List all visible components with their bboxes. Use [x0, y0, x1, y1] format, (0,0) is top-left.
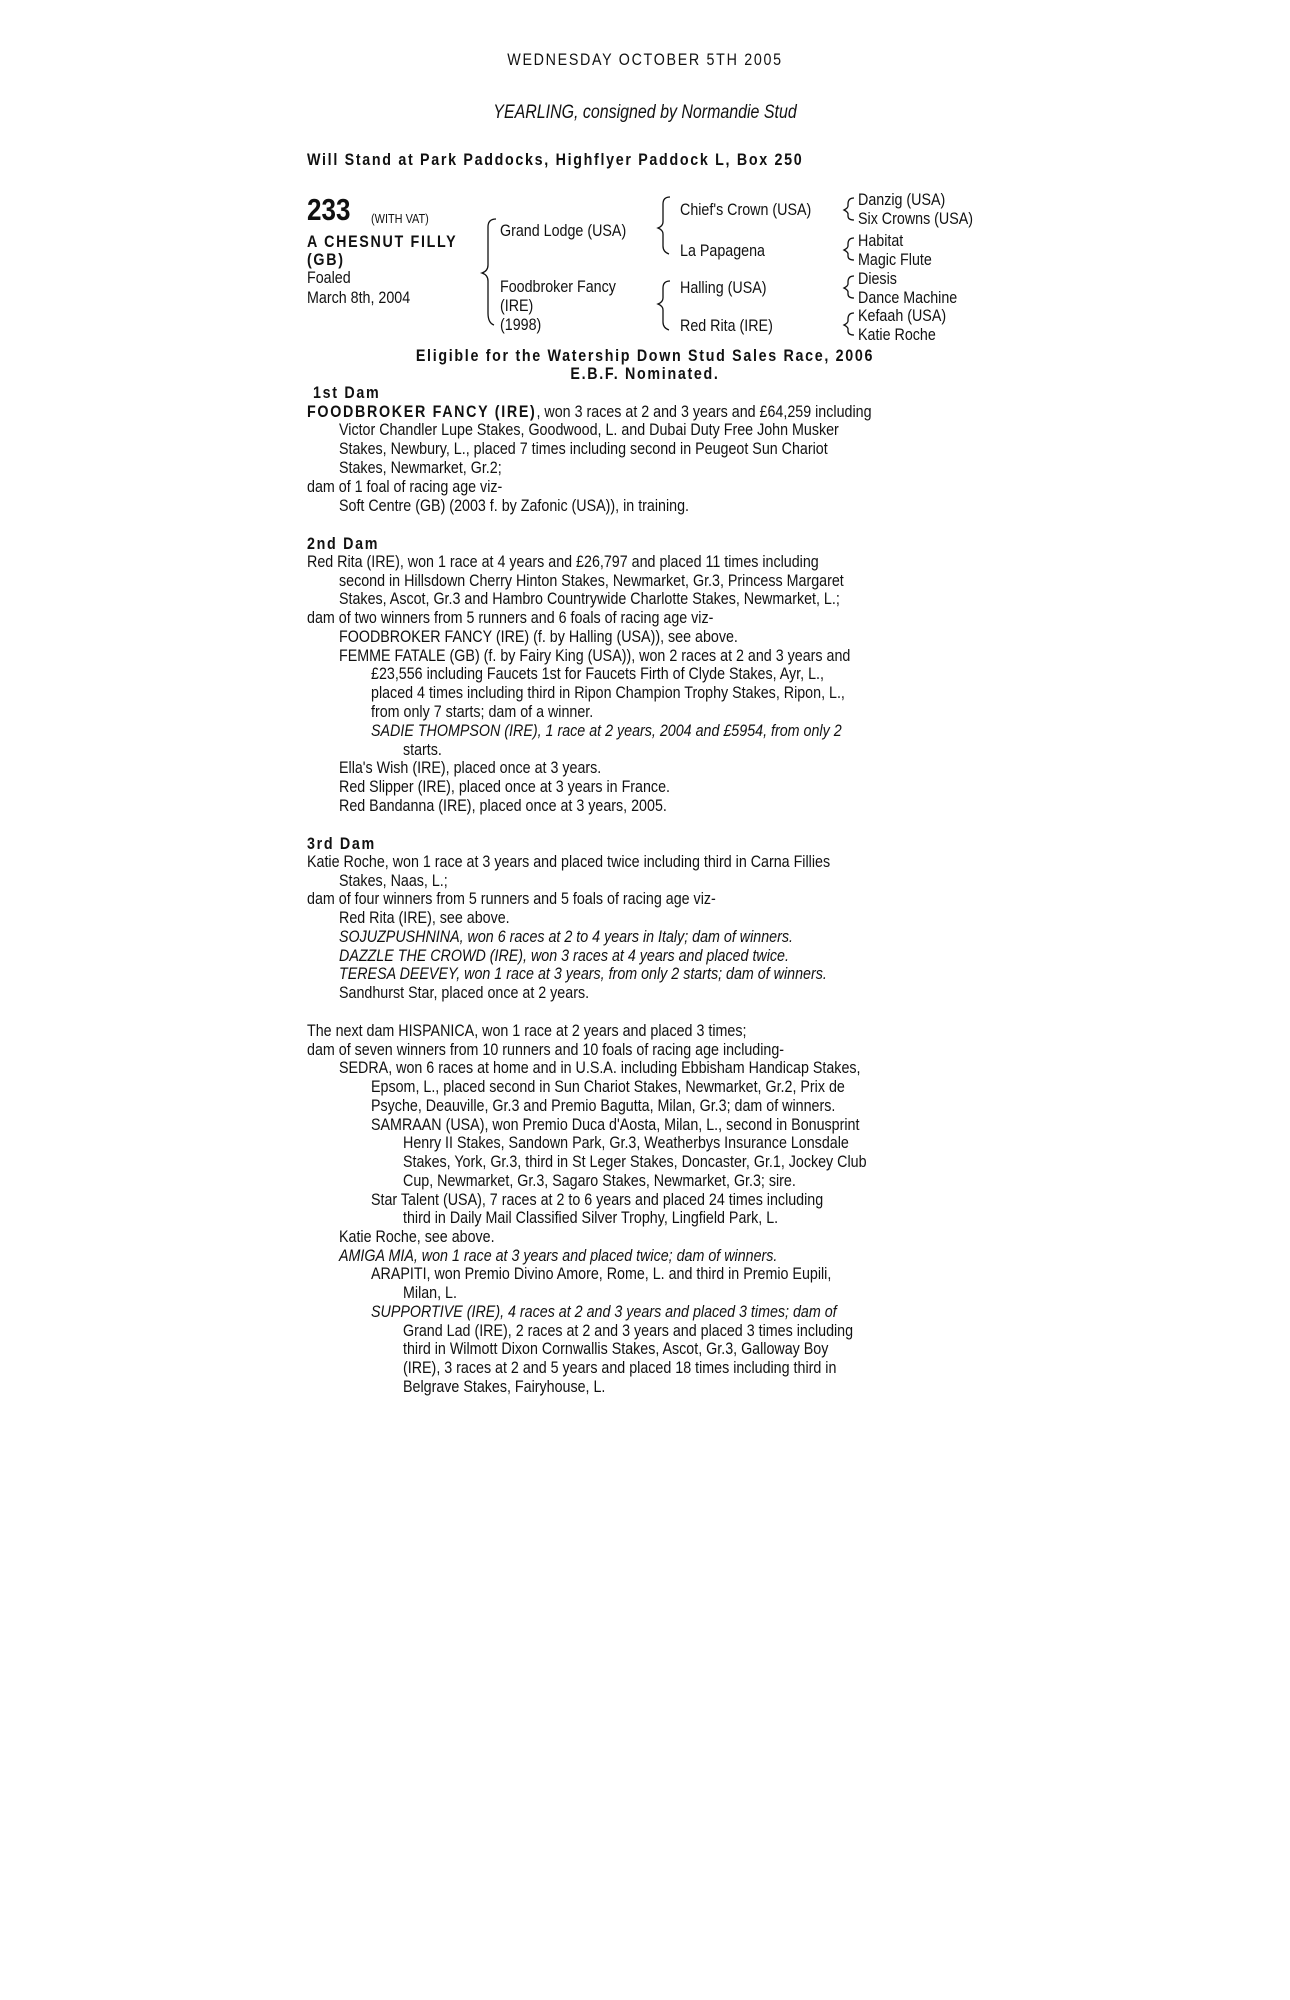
first-dam-name: FOODBROKER FANCY (IRE)	[307, 402, 537, 421]
lot-country: (GB)	[307, 250, 345, 269]
first-dam-line-3: Stakes, Newbury, L., placed 7 times including second in Peugeot Sun Chariot	[339, 439, 828, 458]
first-dam-line-5: dam of 1 foal of racing age viz-	[307, 477, 503, 496]
next-dam-line-19: (IRE), 3 races at 2 and 5 years and placed 18 times including third in	[403, 1358, 837, 1377]
second-dam-line-4: dam of two winners from 5 runners and 6 foals of racing age viz-	[307, 608, 714, 627]
third-dam-line-2: Stakes, Naas, L.;	[339, 871, 448, 890]
next-dam-line-3: SEDRA, won 6 races at home and in U.S.A. including Ebbisham Handicap Stakes,	[339, 1058, 861, 1077]
pedigree-dam-country: (IRE)	[500, 296, 534, 315]
pedigree-dam-year: (1998)	[500, 315, 542, 334]
second-dam-line-1: Red Rita (IRE), won 1 race at 4 years and £26,797 and placed 11 times including	[307, 552, 819, 571]
first-dam-line-4: Stakes, Newmarket, Gr.2;	[339, 458, 502, 477]
next-dam-line-14: ARAPITI, won Premio Divino Amore, Rome, L. and third in Premio Eupili,	[371, 1264, 832, 1283]
next-dam-line-20: Belgrave Stakes, Fairyhouse, L.	[403, 1377, 606, 1396]
lot-number: 233	[307, 192, 351, 227]
third-dam-line-4: Red Rita (IRE), see above.	[339, 908, 510, 927]
pedigree-dam-dam: Red Rita (IRE)	[680, 316, 773, 335]
next-dam-line-6: SAMRAAN (USA), won Premio Duca d'Aosta, Milan, L., second in Bonusprint	[371, 1115, 860, 1134]
vat-note: (WITH VAT)	[371, 211, 429, 226]
next-dam-line-13: AMIGA MIA, won 1 race at 3 years and placed twice; dam of winners.	[339, 1246, 778, 1265]
ebf-nominated: E.B.F. Nominated.	[570, 364, 720, 383]
next-dam-line-5: Psyche, Deauville, Gr.3 and Premio Bagutta, Milan, Gr.3; dam of winners.	[371, 1096, 836, 1115]
next-dam-line-9: Cup, Newmarket, Gr.3, Sagaro Stakes, Newmarket, Gr.3; sire.	[403, 1171, 796, 1190]
main-bracket	[482, 219, 496, 325]
second-dam-line-11: starts.	[403, 740, 442, 759]
consignor-line: YEARLING, consigned by Normandie Stud	[493, 102, 797, 123]
next-dam-line-18: third in Wilmott Dixon Cornwallis Stakes, Ascot, Gr.3, Galloway Boy	[403, 1339, 829, 1358]
next-dam-line-16: SUPPORTIVE (IRE), 4 races at 2 and 3 years and placed 3 times; dam of	[371, 1302, 837, 1321]
next-dam-line-7: Henry II Stakes, Sandown Park, Gr.3, Weatherbys Insurance Lonsdale	[403, 1133, 849, 1152]
sale-date: WEDNESDAY OCTOBER 5TH 2005	[507, 50, 783, 69]
pedigree-dam-sire: Halling (USA)	[680, 278, 767, 297]
second-dam-line-12: Ella's Wish (IRE), placed once at 3 years.	[339, 758, 602, 777]
second-dam-line-2: second in Hillsdown Cherry Hinton Stakes, Newmarket, Gr.3, Princess Margaret	[339, 571, 844, 590]
third-dam-line-1: Katie Roche, won 1 race at 3 years and placed twice including third in Carna Fillies	[307, 852, 831, 871]
pedigree-brackets	[0, 0, 1290, 360]
second-dam-line-9: from only 7 starts; dam of a winner.	[371, 702, 594, 721]
second-dam-line-8: placed 4 times including third in Ripon Champion Trophy Stakes, Ripon, L.,	[371, 683, 845, 702]
pedigree-ggs-4: Magic Flute	[858, 250, 932, 269]
pedigree-ggs-5: Diesis	[858, 269, 897, 288]
foaled-date: March 8th, 2004	[307, 288, 411, 307]
third-dam-line-6: DAZZLE THE CROWD (IRE), won 3 races at 4 years and placed twice.	[339, 946, 789, 965]
pedigree-ggs-3: Habitat	[858, 231, 904, 250]
next-dam-line-17: Grand Lad (IRE), 2 races at 2 and 3 years and placed 3 times including	[403, 1321, 854, 1340]
pedigree-sire-sire: Chief's Crown (USA)	[680, 200, 812, 219]
second-dam-heading: 2nd Dam	[307, 534, 380, 553]
second-dam-line-6: FEMME FATALE (GB) (f. by Fairy King (USA)), won 2 races at 2 and 3 years and	[339, 646, 851, 665]
first-dam-heading: 1st Dam	[313, 383, 381, 402]
first-dam-line-6: Soft Centre (GB) (2003 f. by Zafonic (USA)), in training.	[339, 496, 690, 515]
pedigree-ggs-7: Kefaah (USA)	[858, 306, 947, 325]
next-dam-line-8: Stakes, York, Gr.3, third in St Leger Stakes, Doncaster, Gr.1, Jockey Club	[403, 1152, 867, 1171]
pedigree-ggs-2: Six Crowns (USA)	[858, 209, 974, 228]
next-dam-line-11: third in Daily Mail Classified Silver Trophy, Lingfield Park, L.	[403, 1208, 779, 1227]
next-dam-line-1: The next dam HISPANICA, won 1 race at 2 years and placed 3 times;	[307, 1021, 747, 1040]
pedigree-sire-dam: La Papagena	[680, 241, 765, 260]
next-dam-line-2: dam of seven winners from 10 runners and 10 foals of racing age including-	[307, 1040, 785, 1059]
first-dam-line-1: FOODBROKER FANCY (IRE), won 3 races at 2 and 3 years and £64,259 including	[307, 402, 872, 421]
second-dam-line-10: SADIE THOMPSON (IRE), 1 race at 2 years, 2004 and £5954, from only 2	[371, 721, 842, 740]
third-dam-line-7: TERESA DEEVEY, won 1 race at 3 years, from only 2 starts; dam of winners.	[339, 964, 827, 983]
dam-bracket	[658, 281, 670, 330]
third-dam-line-8: Sandhurst Star, placed once at 2 years.	[339, 983, 590, 1002]
foaled-label: Foaled	[307, 268, 351, 287]
next-dam-line-10: Star Talent (USA), 7 races at 2 to 6 years and placed 24 times including	[371, 1190, 824, 1209]
third-dam-line-3: dam of four winners from 5 runners and 5 foals of racing age viz-	[307, 889, 716, 908]
second-dam-line-3: Stakes, Ascot, Gr.3 and Hambro Countrywide Charlotte Stakes, Newmarket, L.;	[339, 589, 840, 608]
pedigree-ggs-1: Danzig (USA)	[858, 190, 946, 209]
next-dam-line-15: Milan, L.	[403, 1283, 457, 1302]
pedigree-ggs-6: Dance Machine	[858, 288, 958, 307]
first-dam-line-2: Victor Chandler Lupe Stakes, Goodwood, L. and Dubai Duty Free John Musker	[339, 420, 839, 439]
second-dam-line-14: Red Bandanna (IRE), placed once at 3 years, 2005.	[339, 796, 667, 815]
pedigree-sire: Grand Lodge (USA)	[500, 221, 627, 240]
eligibility-line: Eligible for the Watership Down Stud Sales Race, 2006	[415, 346, 875, 365]
lot-description: A CHESNUT FILLY	[307, 232, 458, 251]
second-dam-line-5: FOODBROKER FANCY (IRE) (f. by Halling (USA)), see above.	[339, 627, 738, 646]
stand-location: Will Stand at Park Paddocks, Highflyer Paddock L, Box 250	[307, 150, 804, 169]
sire-bracket	[658, 197, 670, 254]
pedigree-ggs-8: Katie Roche	[858, 325, 936, 344]
second-dam-line-7: £23,556 including Faucets 1st for Faucets Firth of Clyde Stakes, Ayr, L.,	[371, 664, 824, 683]
next-dam-line-4: Epsom, L., placed second in Sun Chariot Stakes, Newmarket, Gr.2, Prix de	[371, 1077, 845, 1096]
second-dam-line-13: Red Slipper (IRE), placed once at 3 years in France.	[339, 777, 670, 796]
pedigree-dam: Foodbroker Fancy	[500, 277, 616, 296]
third-dam-heading: 3rd Dam	[307, 834, 376, 853]
third-dam-line-5: SOJUZPUSHNINA, won 6 races at 2 to 4 years in Italy; dam of winners.	[339, 927, 793, 946]
next-dam-line-12: Katie Roche, see above.	[339, 1227, 495, 1246]
